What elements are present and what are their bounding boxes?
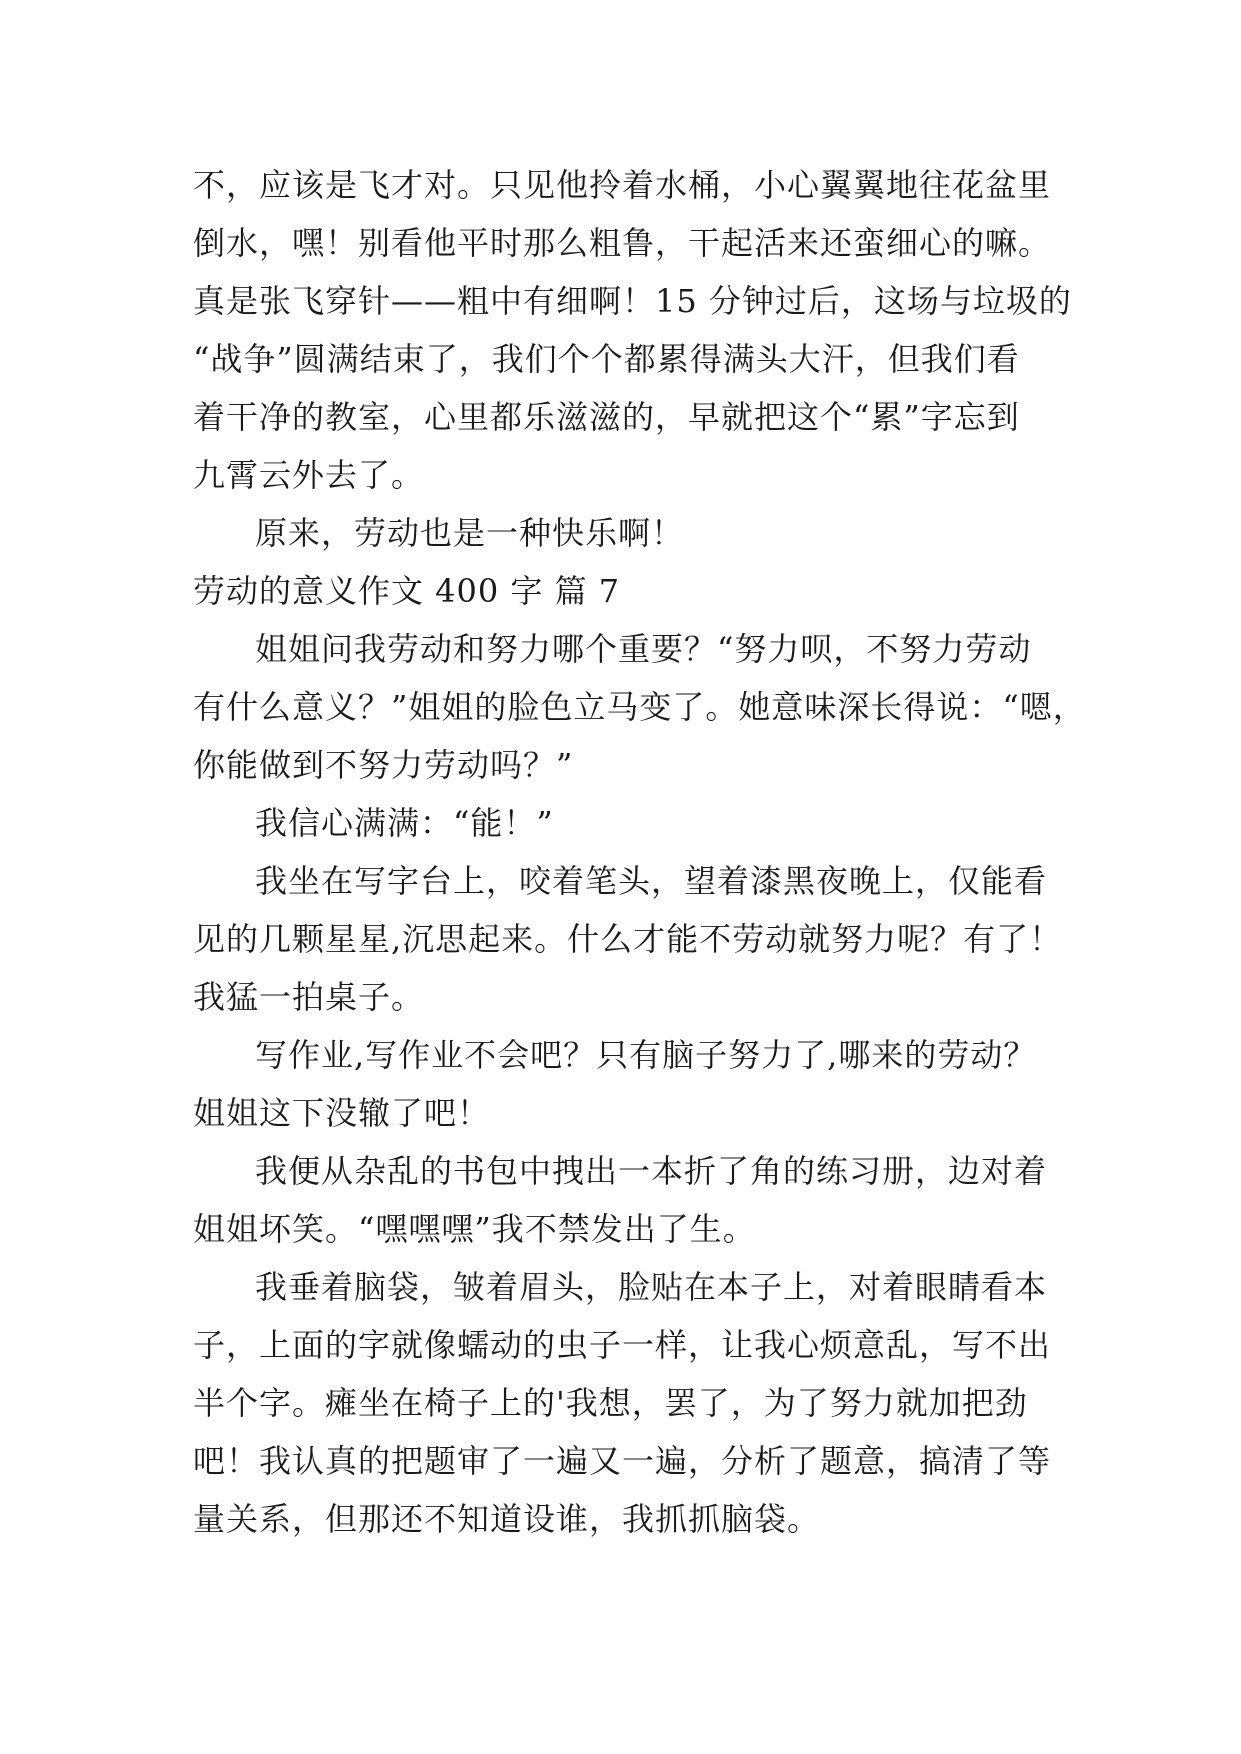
- text-line: 真是张飞穿针——粗中有细啊！15 分钟过后，这场与垃圾的: [193, 282, 1072, 320]
- text-line: 姐姐问我劳动和努力哪个重要？“努力呗，不努力劳动: [255, 630, 1032, 668]
- text-line: 量关系，但那还不知道设谁，我抓抓脑袋。: [193, 1500, 821, 1538]
- text-line: 姐姐这下没辙了吧！: [193, 1094, 491, 1132]
- text-line: 我坐在写字台上，咬着笔头，望着漆黑夜晚上，仅能看: [255, 862, 1048, 900]
- text-line: 见的几颗星星,沉思起来。什么才能不劳动就努力呢？有了！: [193, 920, 1063, 958]
- text-line: 不，应该是飞才对。只见他拎着水桶，小心翼翼地往花盆里: [193, 166, 1052, 204]
- text-line: 我便从杂乱的书包中拽出一本折了角的练习册，边对着: [255, 1152, 1048, 1190]
- text-line: 有什么意义？”姐姐的脸色立马变了。她意味深长得说：“嗯，: [193, 688, 1086, 726]
- text-line: 九霄云外去了。: [193, 456, 425, 494]
- text-line: 我垂着脑袋，皱着眉头，脸贴在本子上，对着眼睛看本: [255, 1268, 1048, 1306]
- text-line: 我信心满满：“能！”: [255, 804, 554, 842]
- text-line: 半个字。瘫坐在椅子上的'我想，罢了，为了努力就加把劲: [193, 1384, 1028, 1422]
- text-line: 我猛一拍桌子。: [193, 978, 425, 1016]
- text-line: “战争”圆满结束了，我们个个都累得满头大汗，但我们看: [193, 340, 1020, 378]
- text-line: 倒水，嘿！别看他平时那么粗鲁，干起活来还蛮细心的嘛。: [193, 224, 1052, 262]
- text-line: 着干净的教室，心里都乐滋滋的，早就把这个“累”字忘到: [193, 398, 1020, 436]
- text-line: 你能做到不努力劳动吗？”: [193, 746, 574, 784]
- text-line: 子，上面的字就像蠕动的虫子一样，让我心烦意乱，写不出: [193, 1326, 1052, 1364]
- text-line: 吧！我认真的把题审了一遍又一遍，分析了题意，搞清了等: [193, 1442, 1052, 1480]
- text-line: 写作业,写作业不会吧？只有脑子努力了,哪来的劳动？: [255, 1036, 1037, 1074]
- section-heading: 劳动的意义作文 400 字 篇 7: [193, 572, 621, 610]
- text-line: 原来，劳动也是一种快乐啊！: [255, 514, 685, 552]
- text-line: 姐姐坏笑。“嘿嘿嘿”我不禁发出了生。: [193, 1210, 756, 1248]
